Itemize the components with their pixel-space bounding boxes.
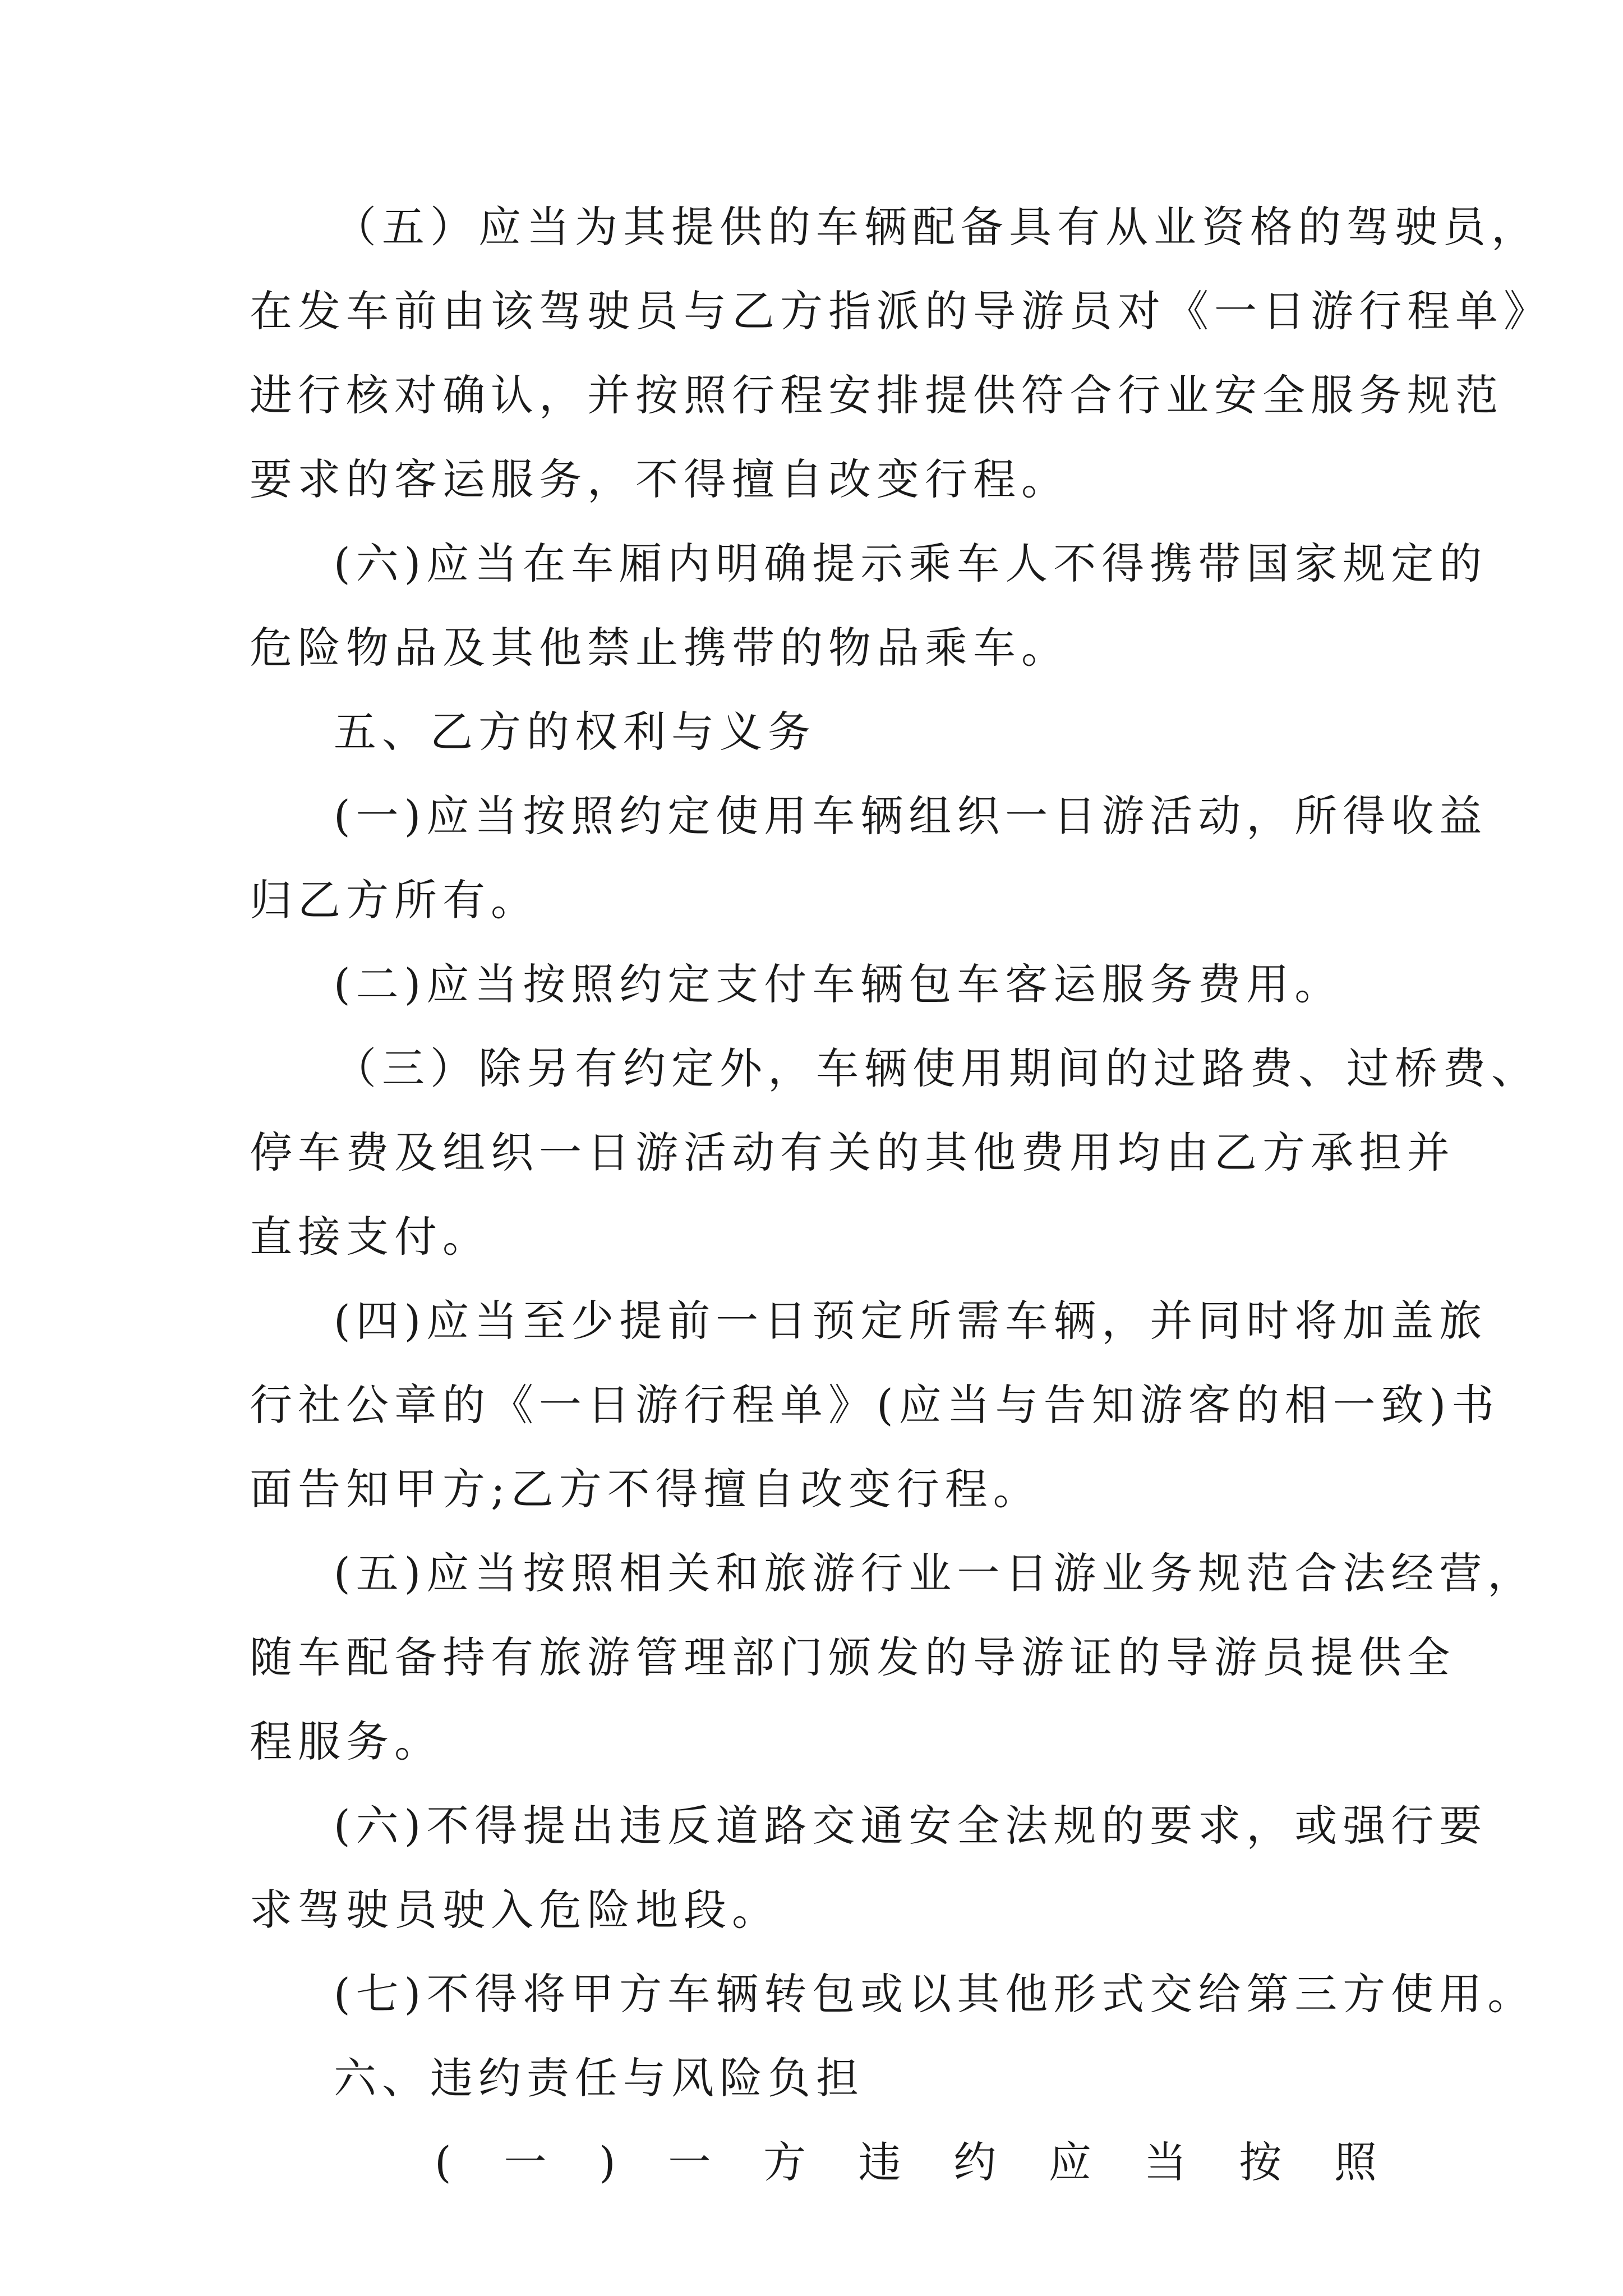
paragraph-line: 停车费及组织一日游活动有关的其他费用均由乙方承担并: [250, 1128, 1455, 1177]
char: 一: [668, 2137, 711, 2187]
paragraph-line: (一)应当按照约定使用车辆组织一日游活动，所得收益: [334, 791, 1488, 841]
section-heading: 六、违约责任与风险负担: [334, 2053, 864, 2103]
char: ): [598, 2137, 616, 2187]
char: 违: [858, 2137, 901, 2187]
paragraph-line: 进行核对确认，并按照行程安排提供符合行业安全服务规范: [250, 370, 1504, 420]
char: 应: [1048, 2137, 1091, 2187]
paragraph-line: (七)不得将甲方车辆转包或以其他形式交给第三方使用。: [334, 1969, 1536, 2019]
char: 照: [1334, 2137, 1377, 2187]
paragraph-line: 求驾驶员驶入危险地段。: [250, 1885, 780, 1935]
paragraph-line: 面告知甲方;乙方不得擅自改变行程。: [250, 1464, 1041, 1514]
paragraph-line: (六)不得提出违反道路交通安全法规的要求，或强行要: [334, 1801, 1488, 1851]
paragraph-line: 行社公章的《一日游行程单》(应当与告知游客的相一致)书: [250, 1380, 1500, 1430]
char: 一: [504, 2137, 547, 2187]
paragraph-line: (二)应当按照约定支付车辆包车客运服务费用。: [334, 959, 1343, 1009]
char: (: [435, 2137, 451, 2187]
section-heading: 五、乙方的权利与义务: [334, 707, 816, 757]
paragraph-line: 危险物品及其他禁止携带的物品乘车。: [250, 623, 1069, 673]
paragraph-line: 程服务。: [250, 1717, 442, 1766]
paragraph-line: (五)应当按照相关和旅游行业一日游业务规范合法经营，: [334, 1548, 1536, 1598]
char: 方: [763, 2137, 806, 2187]
paragraph-line: 要求的客运服务，不得擅自改变行程。: [250, 454, 1069, 504]
paragraph-line: 随车配备持有旅游管理部门颁发的导游证的导游员提供全: [250, 1632, 1455, 1682]
paragraph-line: (六)应当在车厢内明确提示乘车人不得携带国家规定的: [334, 539, 1488, 588]
paragraph-line: （三）除另有约定外，车辆使用期间的过路费、过桥费、: [334, 1043, 1539, 1093]
char: 当: [1144, 2137, 1187, 2187]
paragraph-line: 归乙方所有。: [250, 875, 539, 925]
paragraph-line: 在发车前由该驾驶员与乙方指派的导游员对《一日游行程单》: [250, 286, 1552, 336]
paragraph-line: 直接支付。: [250, 1212, 491, 1262]
char: 按: [1239, 2137, 1282, 2187]
justified-last-line: [435, 2123, 1377, 2202]
char: 约: [953, 2137, 997, 2187]
paragraph-line: (四)应当至少提前一日预定所需车辆，并同时将加盖旅: [334, 1296, 1488, 1346]
paragraph-line: （五）应当为其提供的车辆配备具有从业资格的驾驶员，: [334, 202, 1539, 252]
